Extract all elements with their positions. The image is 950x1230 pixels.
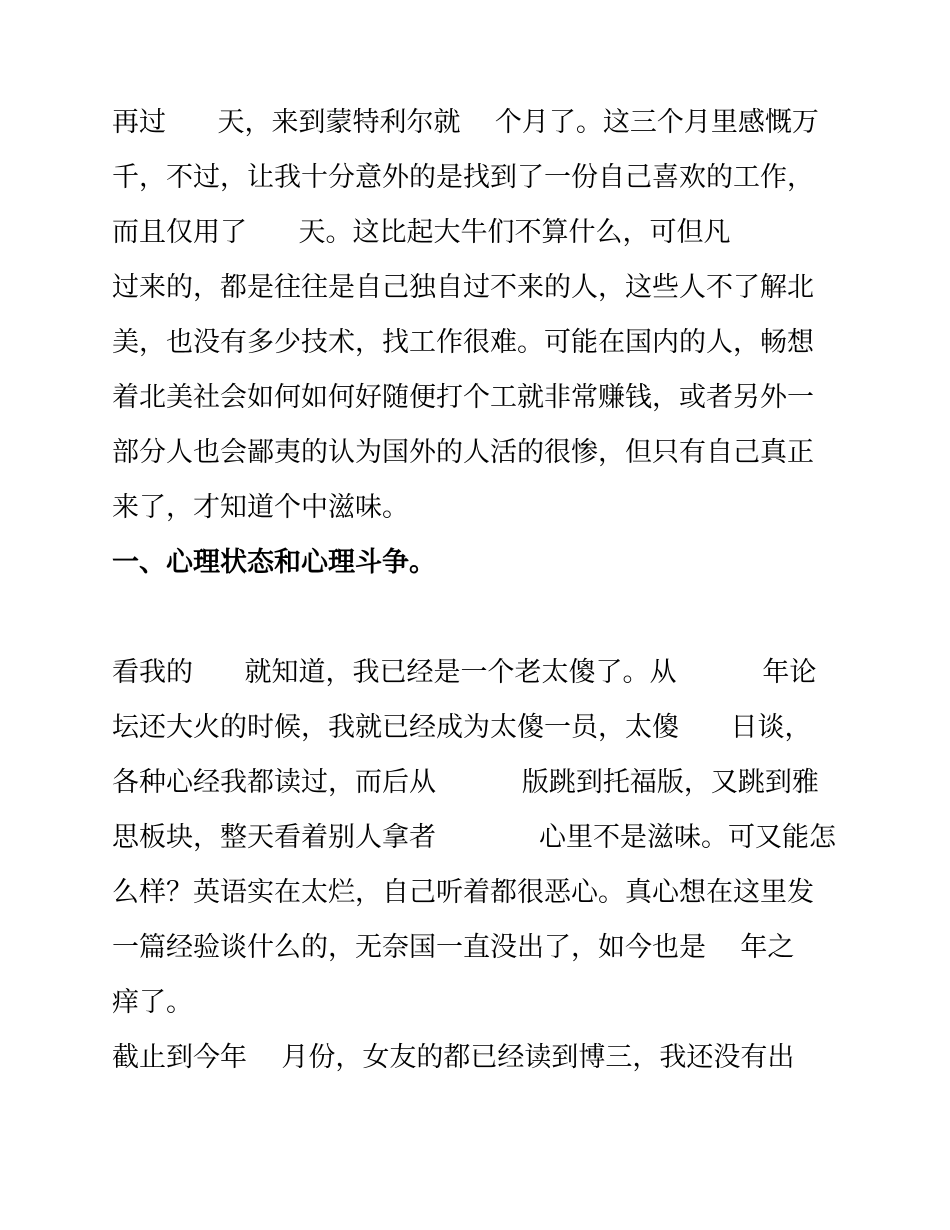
paragraph-2-line-5: 么样？英语实在太烂，自己听着都很恶心。真心想在这里发 (112, 877, 814, 908)
paragraph-2-line-2: 坛还大火的时候，我就已经成为太傻一员，太傻 日谈， (112, 712, 812, 743)
paragraph-3-line-1: 截止到今年 月份，女友的都已经读到博三，我还没有出 (112, 1042, 795, 1073)
paragraph-1-line-6: 着北美社会如何如何好随便打个工就非常赚钱，或者另外一 (112, 382, 814, 413)
section-heading: 一、心理状态和心理斗争。 (112, 547, 436, 578)
paragraph-2-line-6: 一篇经验谈什么的，无奈国一直没出了，如今也是 年之 (112, 932, 795, 963)
paragraph-1-line-5: 美，也没有多少技术，找工作很难。可能在国内的人，畅想 (112, 327, 814, 358)
paragraph-2-line-3: 各种心经我都读过，而后从 版跳到托福版，又跳到雅 (112, 767, 819, 798)
paragraph-2-line-1: 看我的 就知道，我已经是一个老太傻了。从 年论 (112, 657, 817, 688)
paragraph-1-line-1: 再过 天，来到蒙特利尔就 个月了。这三个月里感慨万 (112, 107, 819, 138)
paragraph-1-line-8: 来了，才知道个中滋味。 (112, 492, 409, 523)
paragraph-1-line-7: 部分人也会鄙夷的认为国外的人活的很惨，但只有自己真正 (112, 437, 814, 468)
paragraph-1-line-4: 过来的，都是往往是自己独自过不来的人，这些人不了解北 (112, 272, 814, 303)
paragraph-2-line-4: 思板块，整天看着别人拿者 心里不是滋味。可又能怎 (112, 822, 836, 853)
paragraph-1-line-3: 而且仅用了 天。这比起大牛们不算什么，可但凡 (112, 217, 731, 248)
paragraph-2-line-7: 痒了。 (112, 987, 193, 1018)
paragraph-1-line-2: 千，不过，让我十分意外的是找到了一份自己喜欢的工作， (112, 162, 814, 193)
